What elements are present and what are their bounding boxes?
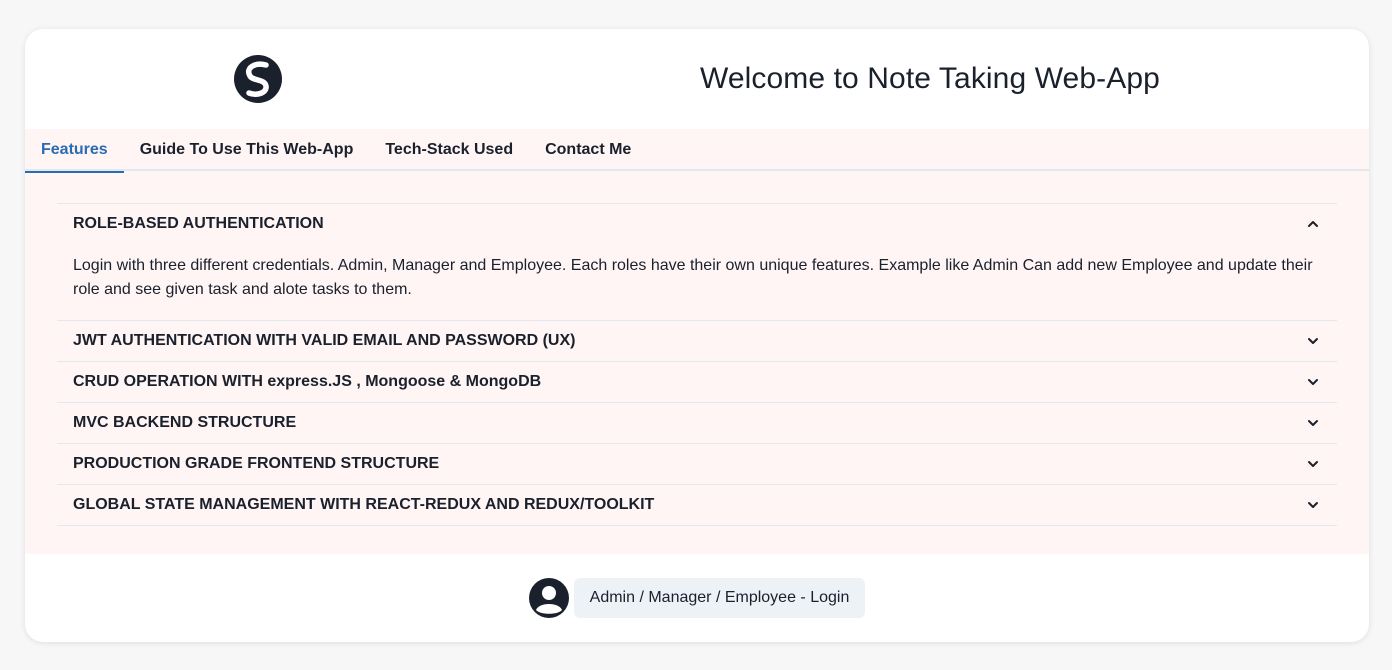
accordion-label: CRUD OPERATION WITH express.JS , Mongoose & MongoDB bbox=[73, 373, 542, 390]
chevron-up-icon bbox=[1305, 216, 1321, 232]
tab-features[interactable]: Features bbox=[25, 129, 124, 171]
chevron-down-icon bbox=[1305, 497, 1321, 513]
accordion-label: MVC BACKEND STRUCTURE bbox=[73, 414, 297, 431]
accordion-item bbox=[57, 362, 1337, 403]
accordion-button-role-auth[interactable] bbox=[57, 204, 1337, 244]
tab-guide[interactable]: Guide To Use This Web-App bbox=[139, 141, 354, 158]
chevron-down-icon bbox=[1305, 456, 1321, 472]
main-card bbox=[25, 29, 1369, 642]
features-accordion bbox=[57, 203, 1337, 526]
accordion-button-state-mgmt[interactable] bbox=[57, 485, 1337, 525]
accordion-button-jwt[interactable] bbox=[57, 321, 1337, 361]
accordion-button-frontend[interactable] bbox=[57, 444, 1337, 484]
accordion-button-mvc[interactable] bbox=[57, 403, 1337, 443]
footer bbox=[25, 554, 1369, 642]
tab-tech-stack[interactable]: Tech-Stack Used bbox=[385, 141, 514, 158]
tabs-area bbox=[25, 129, 1369, 554]
accordion-item bbox=[57, 204, 1337, 321]
header bbox=[25, 29, 1369, 129]
accordion-label: GLOBAL STATE MANAGEMENT WITH REACT-REDUX AND REDUX/TOOLKIT bbox=[73, 496, 655, 513]
accordion-item bbox=[57, 321, 1337, 362]
chevron-down-icon bbox=[1305, 333, 1321, 349]
login-button[interactable]: Admin / Manager / Employee - Login bbox=[574, 578, 866, 618]
tab-list bbox=[25, 129, 1369, 171]
chevron-down-icon bbox=[1305, 415, 1321, 431]
accordion-panel: Login with three different credentials. Admin, Manager and Employee. Each roles have their own unique features. Example like Admin Can add new Employee and update their role and see given task and alote tasks to them. bbox=[73, 257, 1313, 298]
accordion-item bbox=[57, 444, 1337, 485]
tab-contact[interactable]: Contact Me bbox=[545, 141, 632, 158]
accordion-label: ROLE-BASED AUTHENTICATION bbox=[73, 215, 324, 232]
page-title: Welcome to Note Taking Web-App bbox=[700, 62, 1160, 95]
accordion-label: PRODUCTION GRADE FRONTEND STRUCTURE bbox=[73, 455, 440, 472]
accordion-label: JWT AUTHENTICATION WITH VALID EMAIL AND PASSWORD (UX) bbox=[73, 332, 576, 349]
accordion-item bbox=[57, 403, 1337, 444]
accordion-button-crud[interactable] bbox=[57, 362, 1337, 402]
chevron-down-icon bbox=[1305, 374, 1321, 390]
accordion-item bbox=[57, 485, 1337, 526]
user-avatar-icon bbox=[529, 578, 569, 618]
